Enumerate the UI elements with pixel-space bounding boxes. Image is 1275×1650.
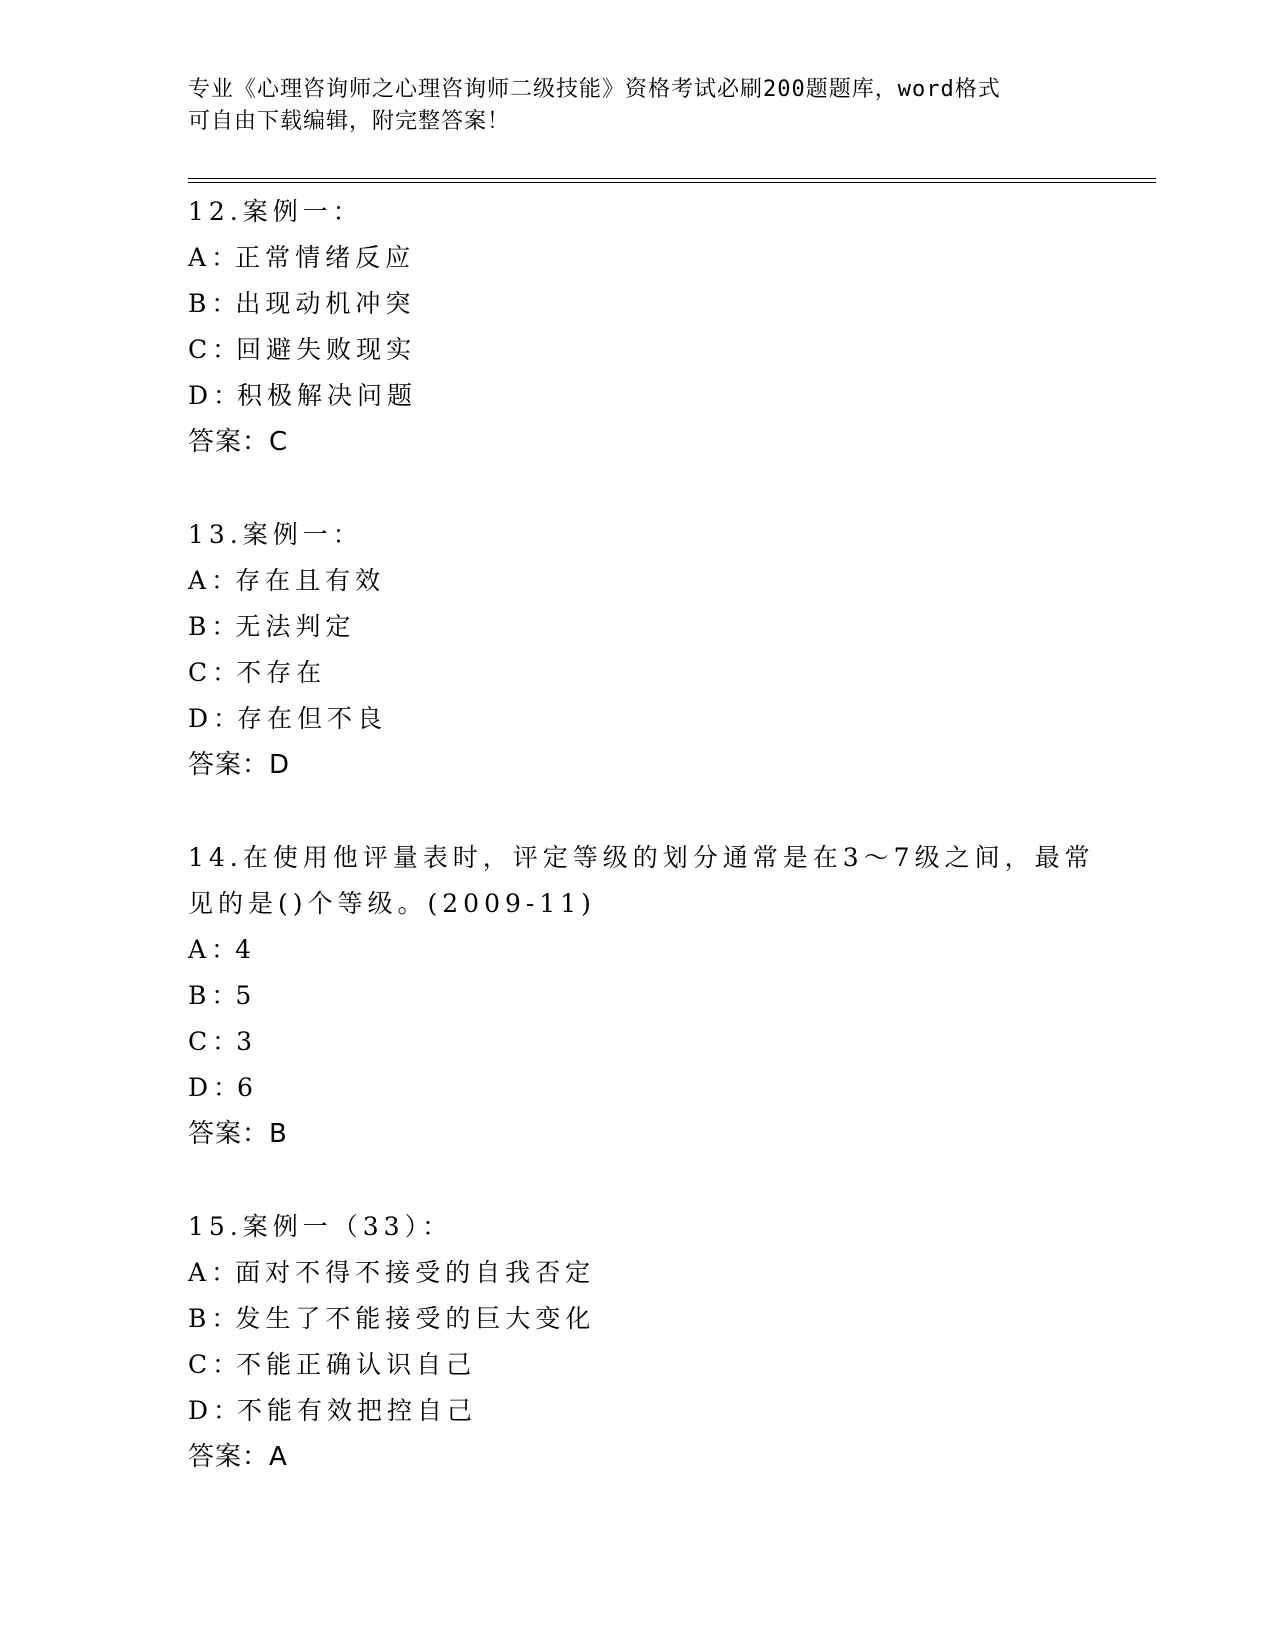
header-divider-bottom	[188, 182, 1156, 183]
answer-line: 答案：B	[188, 1119, 288, 1149]
option-text: 不能有效把控自己	[237, 1396, 478, 1425]
header-line-2: 可自由下载编辑，附完整答案！	[188, 109, 511, 134]
option-separator: ：	[213, 381, 244, 410]
option-d	[188, 373, 1088, 419]
option-c	[188, 1019, 1088, 1065]
option-text: 无法判定	[235, 612, 356, 641]
option-letter: A	[188, 243, 212, 272]
option-separator: ：	[211, 935, 242, 964]
question-stem: 12.案例一：	[188, 197, 363, 226]
header-divider-top	[188, 178, 1156, 179]
question-block	[188, 189, 1088, 465]
option-b	[188, 281, 1088, 327]
option-separator: ：	[212, 335, 243, 364]
option-a	[188, 927, 1088, 973]
option-separator: ：	[211, 1258, 242, 1287]
option-a	[188, 235, 1088, 281]
option-text: 6	[237, 1073, 258, 1102]
option-d	[188, 696, 1088, 742]
option-c	[188, 650, 1088, 696]
option-c	[188, 327, 1088, 373]
option-text: 积极解决问题	[237, 381, 418, 410]
option-separator: ：	[212, 658, 243, 687]
option-letter: A	[188, 935, 212, 964]
option-letter: A	[188, 1258, 212, 1287]
question-list	[188, 189, 1095, 1527]
option-text: 出现动机冲突	[235, 289, 416, 318]
option-letter: B	[188, 1304, 212, 1333]
answer-line: 答案：C	[188, 427, 289, 457]
option-text: 存在但不良	[237, 704, 388, 733]
option-letter: B	[188, 981, 212, 1010]
option-letter: C	[188, 335, 213, 364]
option-letter: A	[188, 566, 212, 595]
option-text: 5	[235, 981, 257, 1010]
question-stem: 15.案例一（33）：	[188, 1212, 453, 1241]
option-separator: ：	[211, 612, 242, 641]
option-b	[188, 604, 1088, 650]
option-letter: C	[188, 1027, 213, 1056]
option-separator: ：	[213, 704, 244, 733]
option-text: 发生了不能接受的巨大变化	[235, 1304, 596, 1333]
question-block	[188, 1204, 1088, 1480]
question-block	[188, 512, 1088, 788]
option-a	[188, 558, 1088, 604]
option-separator: ：	[213, 1396, 244, 1425]
option-a	[188, 1250, 1088, 1296]
option-separator: ：	[212, 1027, 243, 1056]
option-text: 4	[235, 935, 256, 964]
option-separator: ：	[211, 1304, 242, 1333]
option-separator: ：	[211, 289, 242, 318]
option-d	[188, 1388, 1088, 1434]
question-block	[188, 835, 1095, 1157]
answer-line: 答案：A	[188, 1442, 288, 1472]
document-header	[188, 74, 1068, 138]
option-letter: D	[188, 381, 214, 410]
option-text: 回避失败现实	[236, 335, 417, 364]
question-stem: 14.在使用他评量表时，评定等级的划分通常是在3～7级之间，最常	[188, 843, 1095, 872]
option-b	[188, 1296, 1088, 1342]
option-c	[188, 1342, 1088, 1388]
option-text: 不能正确认识自己	[236, 1350, 477, 1379]
option-letter: D	[188, 1396, 214, 1425]
option-letter: B	[188, 612, 212, 641]
option-separator: ：	[213, 1073, 244, 1102]
header-line-1: 专业《心理咨询师之心理咨询师二级技能》资格考试必刷200题题库，word格式	[188, 77, 1001, 102]
question-stem: 见的是()个等级。(2009-11)	[188, 889, 596, 918]
question-stem: 13.案例一：	[188, 520, 363, 549]
option-b	[188, 973, 1088, 1019]
option-text: 存在且有效	[235, 566, 386, 595]
option-separator: ：	[211, 981, 242, 1010]
option-text: 3	[236, 1027, 258, 1056]
option-separator: ：	[212, 1350, 243, 1379]
option-separator: ：	[211, 243, 242, 272]
option-letter: B	[188, 289, 212, 318]
option-separator: ：	[211, 566, 242, 595]
option-text: 正常情绪反应	[235, 243, 416, 272]
option-d	[188, 1065, 1088, 1111]
option-text: 面对不得不接受的自我否定	[235, 1258, 596, 1287]
answer-line: 答案：D	[188, 750, 291, 780]
option-letter: C	[188, 658, 213, 687]
option-letter: D	[188, 1073, 214, 1102]
option-letter: C	[188, 1350, 213, 1379]
option-letter: D	[188, 704, 214, 733]
option-text: 不存在	[236, 658, 327, 687]
